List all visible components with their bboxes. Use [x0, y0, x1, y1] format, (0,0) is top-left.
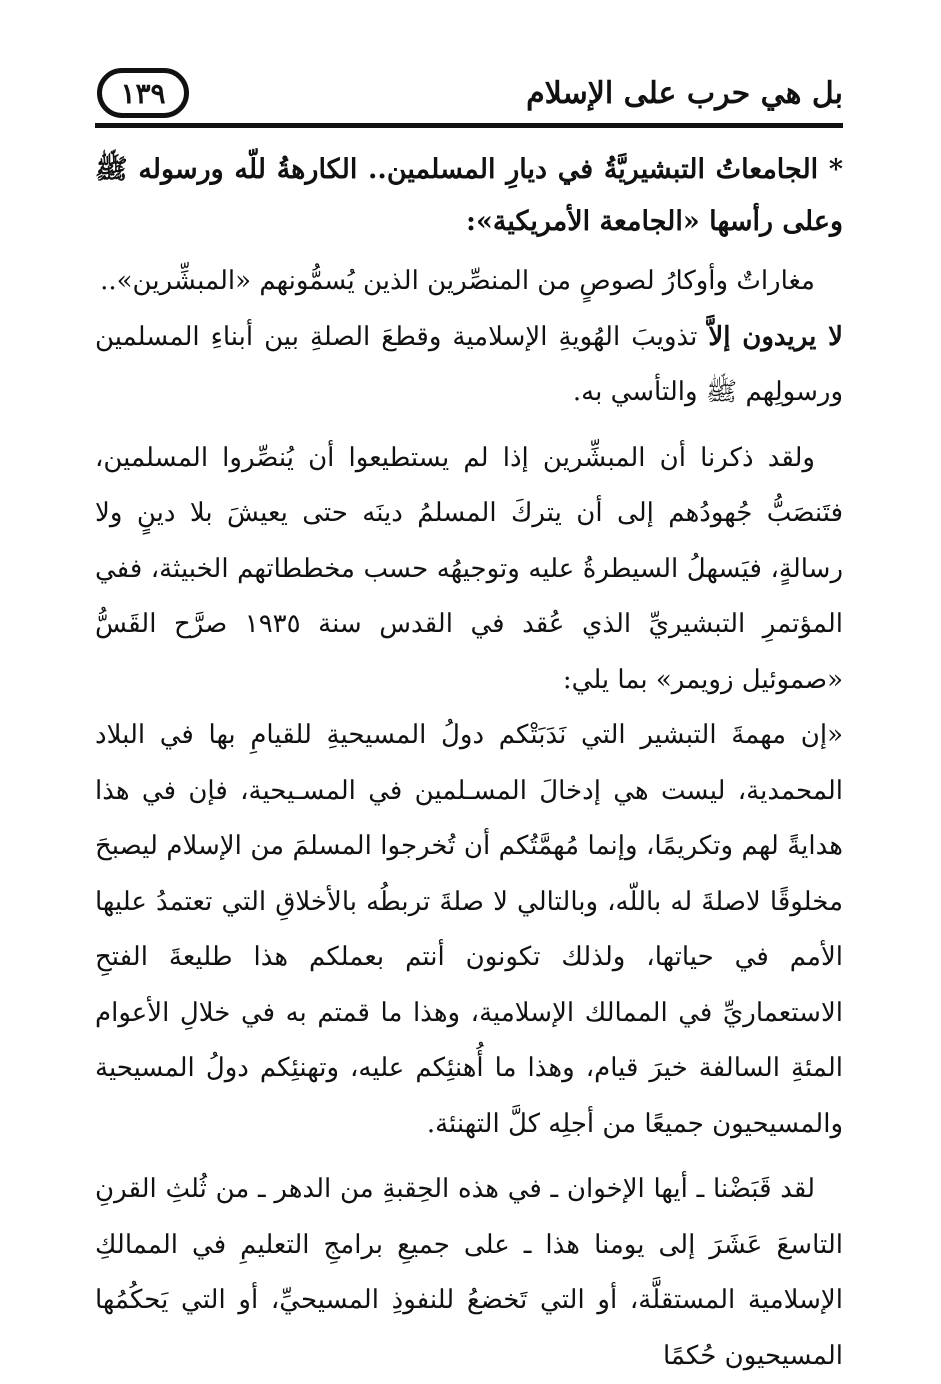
quote-paragraph: «إن مهمةَ التبشير التي نَدَبَتْكم دولُ المسيحيةِ للقيامِ بها في البلاد المحمدية، ليست هي إدخالَ المسـلمين في المسـيحية، فإن في هذا هدايةً لهم وتكريمًا، وإنما مُهمَّتُكم أن تُخرجوا المسلمَ من الإسلام ليصبحَ مخلوقًا لاصلةَ له باللّه، وبالتالي لا صلةَ تربطُه بالأخلاقِ التي تعتمدُ عليها الأمم في حياتها، ولذلك تكونون أنتم بعملكم هذا طليعةَ الفتحِ الاستعماريِّ في الممالك الإسلامية، وهذا ما قمتم به في خلالِ الأعوام المئةِ السالفة خيرَ قيام، وهذا ما أُهنئِكم عليه، وتهنئِكم دولُ المسيحية والمسيحيون جميعًا من أجلِه كلَّ التهنئة. — [95, 720, 843, 1139]
paragraph-3: ولقد ذكرنا أن المبشِّرين إذا لم يستطيعوا أن يُنصِّروا المسلمين، فتَنصَبُّ جُهودُهم إلى أن يتركَ المسلمُ دينَه حتى يعيشَ بلا دينٍ ولا رسالةٍ، فيَسهلُ السيطرةُ عليه وتوجيهُه حسب مخططاتهم الخبيثة، ففي المؤتمرِ التبشيريِّ الذي عُقد في القدس سنة ١٩٣٥ صرَّح القَسُّ «صموئيل زويمر» بما يلي: — [95, 442, 843, 695]
paragraph-2-bold-lead: لا يريدون إلاَّ — [708, 321, 843, 352]
page-body — [95, 144, 843, 1384]
page-number-badge — [97, 68, 189, 118]
paragraph-2 — [95, 310, 843, 421]
running-title: بل هي حرب على الإسلام — [526, 76, 843, 111]
section-heading: * الجامعاتُ التبشيريَّةُ في ديارِ المسلمين.. الكارهةُ للّه ورسوله ﷺ وعلى رأسها «الجامعة الأمريكية»: — [95, 154, 843, 237]
paragraph-2-text: تذويبَ الهُويةِ الإسلامية وقطعَ الصلةِ بين أبناءِ المسلمين ورسولِهم ﷺ والتأسي به. — [95, 321, 843, 407]
paragraph-5: لقد قَبَضْنا ـ أيها الإخوان ـ في هذه الحِقبةِ من الدهر ـ من ثُلثِ القرنِ التاسعَ عَشَرَ إلى يومنا هذا ـ على جميعِ برامجِ التعليمِ في الممالكِ الإسلامية المستقلَّة، أو التي تَخضعُ للنفوذِ المسيحيِّ، أو التي يَحكُمُها المسيحيون حُكمًا — [95, 1174, 843, 1371]
page-header — [95, 62, 843, 128]
header-rule — [95, 123, 843, 128]
page-number: ١٣٩ — [120, 76, 166, 110]
paragraph-1: مغاراتٌ وأوكارُ لصوصٍ من المنصِّرين الذين يُسمُّونهم «المبشِّرين».. — [100, 266, 815, 296]
